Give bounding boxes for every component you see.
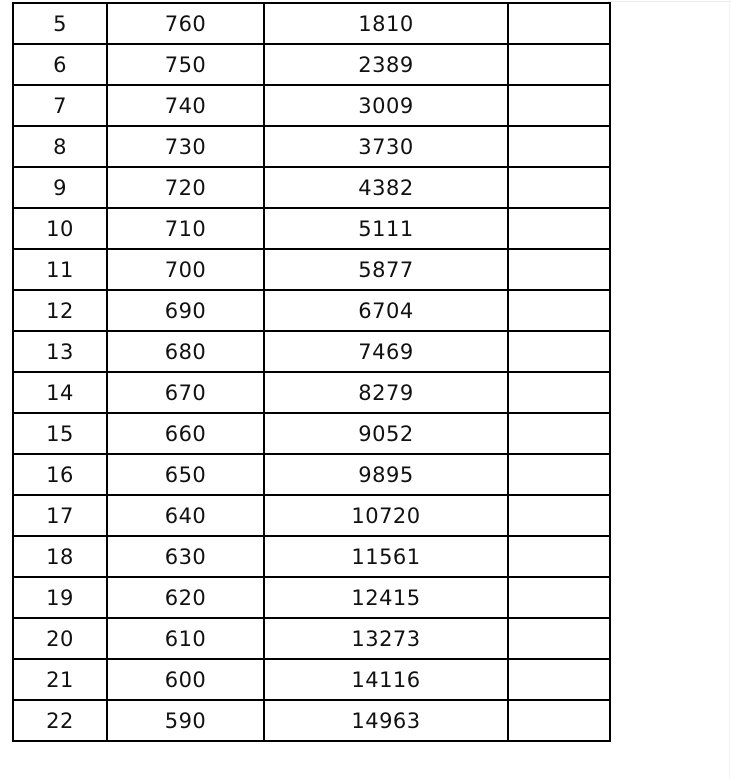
extra-cell [508, 659, 610, 700]
rank-cell: 15 [13, 413, 107, 454]
cumulative-cell: 14116 [264, 659, 508, 700]
score-cell: 610 [107, 618, 264, 659]
extra-cell [508, 331, 610, 372]
rank-cell: 21 [13, 659, 107, 700]
cumulative-cell: 5111 [264, 208, 508, 249]
extra-cell [508, 454, 610, 495]
score-cell: 750 [107, 44, 264, 85]
score-cell: 650 [107, 454, 264, 495]
extra-cell [508, 618, 610, 659]
table-row [13, 331, 610, 372]
score-cell: 720 [107, 167, 264, 208]
extra-cell [508, 167, 610, 208]
extra-cell [508, 85, 610, 126]
score-cell: 680 [107, 331, 264, 372]
rank-cell: 12 [13, 290, 107, 331]
rank-cell: 22 [13, 700, 107, 741]
cumulative-cell: 2389 [264, 44, 508, 85]
score-table [12, 2, 611, 742]
table-row [13, 454, 610, 495]
rank-cell: 8 [13, 126, 107, 167]
score-cell: 590 [107, 700, 264, 741]
right-edge-divider [729, 0, 730, 779]
score-cell: 630 [107, 536, 264, 577]
score-cell: 670 [107, 372, 264, 413]
table-row [13, 577, 610, 618]
rank-cell: 20 [13, 618, 107, 659]
table-row [13, 495, 610, 536]
cumulative-cell: 6704 [264, 290, 508, 331]
table-row [13, 85, 610, 126]
rank-cell: 14 [13, 372, 107, 413]
rank-cell: 19 [13, 577, 107, 618]
cumulative-cell: 9895 [264, 454, 508, 495]
rank-cell: 5 [13, 3, 107, 44]
rank-cell: 11 [13, 249, 107, 290]
cumulative-cell: 3009 [264, 85, 508, 126]
extra-cell [508, 495, 610, 536]
rank-cell: 17 [13, 495, 107, 536]
extra-cell [508, 249, 610, 290]
extra-cell [508, 126, 610, 167]
rank-cell: 10 [13, 208, 107, 249]
table-row [13, 249, 610, 290]
table-row [13, 413, 610, 454]
cumulative-cell: 12415 [264, 577, 508, 618]
table-row [13, 372, 610, 413]
extra-cell [508, 372, 610, 413]
table-row [13, 536, 610, 577]
cumulative-cell: 5877 [264, 249, 508, 290]
rank-cell: 9 [13, 167, 107, 208]
extra-cell [508, 3, 610, 44]
score-cell: 740 [107, 85, 264, 126]
score-cell: 700 [107, 249, 264, 290]
table-row [13, 618, 610, 659]
rank-cell: 18 [13, 536, 107, 577]
rank-cell: 16 [13, 454, 107, 495]
score-cell: 640 [107, 495, 264, 536]
extra-cell [508, 413, 610, 454]
rank-cell: 7 [13, 85, 107, 126]
table-row [13, 167, 610, 208]
score-cell: 660 [107, 413, 264, 454]
extra-cell [508, 208, 610, 249]
table-row [13, 290, 610, 331]
rank-cell: 6 [13, 44, 107, 85]
cumulative-cell: 9052 [264, 413, 508, 454]
cumulative-cell: 4382 [264, 167, 508, 208]
table-body [13, 3, 610, 741]
score-cell: 620 [107, 577, 264, 618]
rank-cell: 13 [13, 331, 107, 372]
cumulative-cell: 11561 [264, 536, 508, 577]
score-cell: 730 [107, 126, 264, 167]
score-cell: 760 [107, 3, 264, 44]
table-row [13, 126, 610, 167]
table-row [13, 208, 610, 249]
cumulative-cell: 1810 [264, 3, 508, 44]
extra-cell [508, 44, 610, 85]
table-row [13, 3, 610, 44]
cumulative-cell: 14963 [264, 700, 508, 741]
score-cell: 710 [107, 208, 264, 249]
cumulative-cell: 8279 [264, 372, 508, 413]
extra-cell [508, 290, 610, 331]
cumulative-cell: 10720 [264, 495, 508, 536]
cumulative-cell: 7469 [264, 331, 508, 372]
table-row [13, 659, 610, 700]
cumulative-cell: 13273 [264, 618, 508, 659]
top-divider [608, 1, 731, 2]
table-row [13, 44, 610, 85]
score-cell: 690 [107, 290, 264, 331]
cumulative-cell: 3730 [264, 126, 508, 167]
extra-cell [508, 536, 610, 577]
extra-cell [508, 577, 610, 618]
extra-cell [508, 700, 610, 741]
score-cell: 600 [107, 659, 264, 700]
table-row [13, 700, 610, 741]
